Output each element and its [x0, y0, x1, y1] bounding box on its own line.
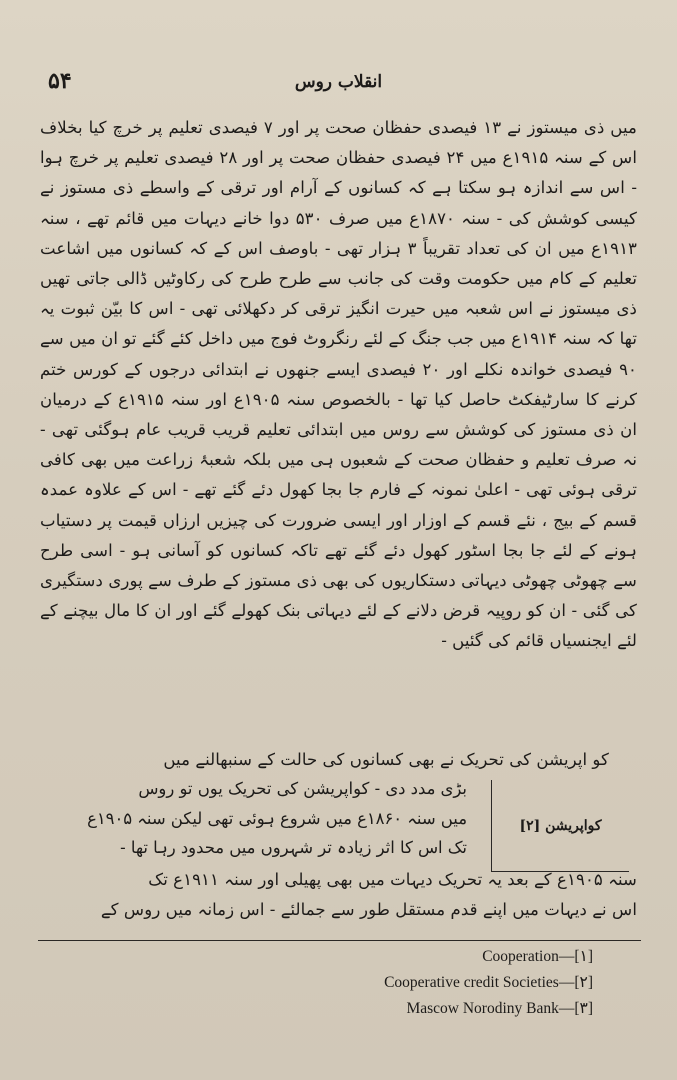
paragraph-2-first-line: کو اپریشن کی تحریک نے بھی کسانوں کی حالت کے سنبھالنے میں	[163, 749, 609, 769]
footnote-divider	[38, 940, 641, 941]
sidenote-label: کواپریشن [۲]	[519, 817, 602, 834]
text-line: اس نے دیہات میں اپنے قدم مستقل طور سے جمالئے - اس زمانہ میں روس کے	[100, 899, 637, 920]
paragraph-1: میں ذی میستوز نے ۱۳ فیصدی حفظان صحت پر اور ۷ فیصدی تعلیم پر خرچ کیا بخلاف اس کے سنہ ۱۹۱۵ع میں ۲۴ فیصدی حفظان صحت پر اور ۲۸ فیصدی تعلیم پر خرچ ہوا - اس سے اندازہ ہو سکتا ہے کہ کسانوں کے آرام اور ترقی کے واسطے ذی مستوز نے کیسی کوشش کی - سنہ ۱۸۷۰ع میں صرف ۵۳۰ دوا خانے دیہات میں قائم تھے ، سنہ ۱۹۱۳ع میں ان کی تعداد تقریباً ۳ ہزار تھی - باوصف اس کے کہ کسانوں میں اشاعت تعلیم کے کام میں حکومت وقت کی جانب سے طرح طرح کی رکاوٹیں ڈالی جاتی تھیں ذی میستوز نے اس شعبہ میں حیرت انگیز ترقی کر دکھلائی تھی - اس کا بیّن ثبوت یہ تھا کہ سنہ ۱۹۱۴ع میں جب جنگ کے لئے رنگروٹ فوج میں داخل کئے گئے تو ان میں سے ۹۰ فیصدی خواندہ نکلے اور ۲۰ فیصدی ایسے جنھوں نے ابتدائی درجوں کے کورس ختم کرنے کا سارٹیفکٹ حاصل کیا تھا - بالخصوص سنہ ۱۹۰۵ع اور سنہ ۱۹۱۵ع کے درمیان ان ذی مستوز کی کوشش سے روس میں ابتدائی تعلیم قریب قریب عام ہوگئی تھی - نہ صرف تعلیم و حفظان صحت کے شعبوں ہی میں بلکہ شعبۂ زراعت میں بھی کافی ترقی ہوئی تھی - اعلیٰ نمونہ کے فارم جا بجا کھول دئے گئے تھے - اس کے علاوہ عمدہ قسم کے بیج ، نئے قسم کے اوزار اور ایسی ضرورت کی چیزیں ارزاں قیمت پر دستیاب ہونے کے لئے جا بجا اسٹور کھول دئے گئے تھے تاکہ کسانوں کو آسانی ہو - اسی طرح سے چھوٹی چھوٹی دیہاتی دستکاریوں کی بھی ذی مستوز کے طرف سے پوری دستگیری کی گئی - ان کو روپیہ قرض دلانے کے لئے دیہاتی بنک کھولے گئے اور ان کا مال بیچنے کے لئے ایجنسیاں قائم کی گئیں -	[40, 117, 638, 651]
page-number: ۵۴	[48, 68, 72, 94]
page-header	[40, 66, 637, 102]
sidenote-row	[40, 774, 637, 864]
text-line: میں سنہ ۱۸۶۰ع میں شروع ہوئی تھی لیکن سنہ ۱۹۰۵ع	[87, 808, 467, 828]
text-line: بڑی مدد دی - کواپریشن کی تحریک یوں تو روس	[138, 779, 467, 799]
footnotes	[384, 944, 593, 1022]
text-line: تک اس کا اثر زیادہ تر شہروں میں محدود رہا تھا -	[120, 838, 467, 858]
footnote-1: Cooperation—[۱]	[482, 948, 593, 965]
footnote-2: Cooperative credit Societies—[۲]	[384, 974, 593, 991]
footnote-3: Mascow Norodiny Bank—[۳]	[406, 1000, 593, 1017]
cooperation-paragraph	[40, 744, 637, 925]
text-line: سنہ ۱۹۰۵ع کے بعد یہ تحریک دیہات میں بھی پھیلی اور سنہ ۱۹۱۱ع تک	[148, 869, 637, 890]
running-title: انقلاب روس	[294, 72, 383, 92]
main-paragraph	[40, 112, 637, 656]
sidenote-adjacent-text	[40, 774, 467, 863]
sidenote-box	[491, 780, 629, 872]
